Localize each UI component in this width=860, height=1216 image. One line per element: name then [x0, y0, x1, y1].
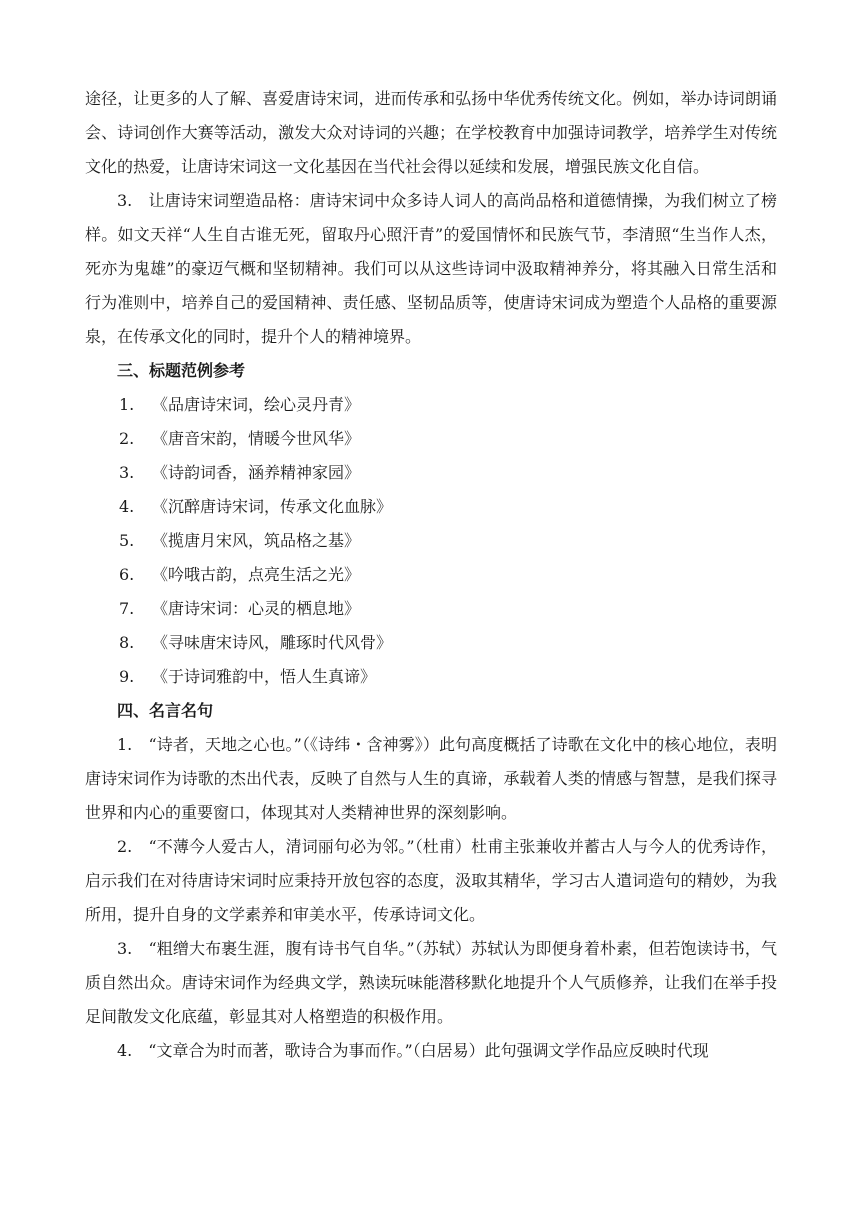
- list-item: 1. 《品唐诗宋词，绘心灵丹青》: [119, 395, 361, 414]
- list-item: 2. 《唐音宋韵，情暖今世风华》: [119, 429, 361, 448]
- list-item: 3. 《诗韵词香，涵养精神家园》: [119, 463, 361, 482]
- list-item: 9. 《于诗词雅韵中，悟人生真谛》: [119, 667, 377, 686]
- list-item: 4. 《沉醉唐诗宋词，传承文化血脉》: [119, 497, 393, 516]
- list-item: 6. 《吟哦古韵，点亮生活之光》: [119, 565, 361, 584]
- list-item: 7. 《唐诗宋词：心灵的栖息地》: [119, 599, 361, 618]
- quote-paragraph-1: 1. “诗者，天地之心也。”（《诗纬・含神雾》）此句高度概括了诗歌在文化中的核心地位，表明唐诗宋词作为诗歌的杰出代表，反映了自然与人生的真谛，承载着人类的情感与智慧，是我们探寻世界和内心的重要窗口，体现其对人类精神世界的深刻影响。: [85, 735, 777, 822]
- section-4-heading: 四、名言名句: [117, 701, 214, 720]
- page-content: [85, 82, 777, 1068]
- continuation-paragraph: 途径，让更多的人了解、喜爱唐诗宋词，进而传承和弘扬中华优秀传统文化。例如，举办诗词朗诵会、诗词创作大赛等活动，激发大众对诗词的兴趣；在学校教育中加强诗词教学，培养学生对传统文化的热爱，让唐诗宋词这一文化基因在当代社会得以延续和发展，增强民族文化自信。: [85, 89, 777, 176]
- list-item: 5. 《揽唐月宋风，筑品格之基》: [119, 531, 361, 550]
- quote-paragraph-3: 3. “粗缯大布裹生涯，腹有诗书气自华。”（苏轼）苏轼认为即便身着朴素，但若饱读诗书，气质自然出众。唐诗宋词作为经典文学，熟读玩味能潜移默化地提升个人气质修养，让我们在举手投足间散发文化底蕴，彰显其对人格塑造的积极作用。: [85, 939, 777, 1026]
- quote-paragraph-2: 2. “不薄今人爱古人，清词丽句必为邻。”（杜甫）杜甫主张兼收并蓄古人与今人的优秀诗作，启示我们在对待唐诗宋词时应秉持开放包容的态度，汲取其精华，学习古人遣词造句的精妙，为我所用，提升自身的文学素养和审美水平，传承诗词文化。: [85, 837, 777, 924]
- section-3-heading: 三、标题范例参考: [117, 361, 246, 380]
- title-examples-list: [85, 388, 777, 694]
- list-item: 8. 《寻味唐宋诗风，雕琢时代风骨》: [119, 633, 393, 652]
- point-3-paragraph: 3. 让唐诗宋词塑造品格：唐诗宋词中众多诗人词人的高尚品格和道德情操，为我们树立了榜样。如文天祥“人生自古谁无死，留取丹心照汗青”的爱国情怀和民族气节，李清照“生当作人杰，死亦为鬼雄”的豪迈气概和坚韧精神。我们可以从这些诗词中汲取精神养分，将其融入日常生活和行为准则中，培养自己的爱国精神、责任感、坚韧品质等，使唐诗宋词成为塑造个人品格的重要源泉，在传承文化的同时，提升个人的精神境界。: [85, 191, 777, 346]
- quote-paragraph-4: 4. “文章合为时而著，歌诗合为事而作。”（白居易）此句强调文学作品应反映时代现: [117, 1041, 709, 1060]
